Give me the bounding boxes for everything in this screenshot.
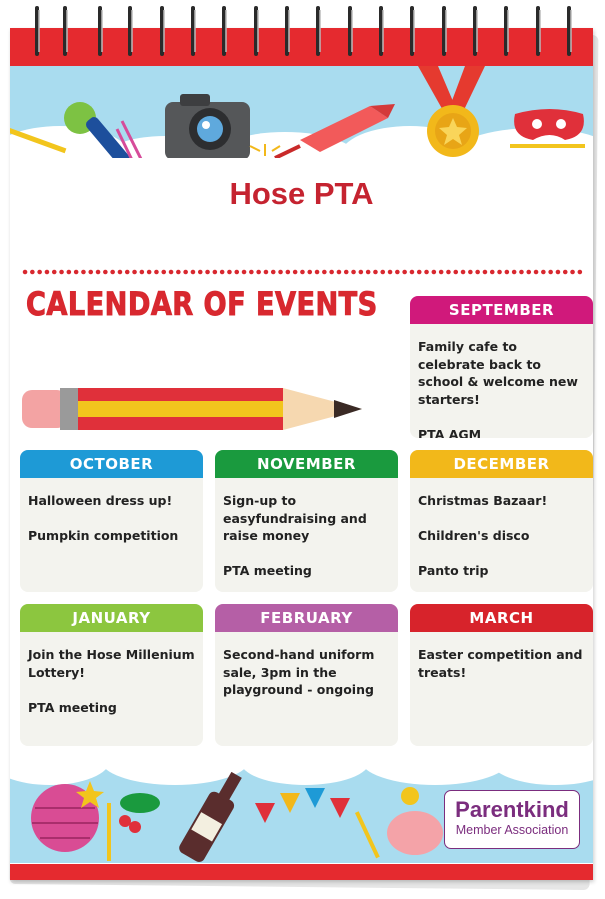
month-card-january <box>20 604 203 746</box>
event-item: PTA meeting <box>223 563 312 578</box>
celebration-icons <box>10 66 593 158</box>
pencil-illustration <box>22 382 367 434</box>
month-header: DECEMBER <box>410 450 593 478</box>
month-header: NOVEMBER <box>215 450 398 478</box>
sparkle-icon <box>250 144 280 156</box>
small-pencil-icon <box>10 128 66 153</box>
pencil-icon <box>355 811 380 858</box>
month-header: SEPTEMBER <box>410 296 593 324</box>
header-illustration <box>10 66 593 158</box>
month-header: OCTOBER <box>20 450 203 478</box>
event-item: Panto trip <box>418 563 489 578</box>
carnival-mask-icon <box>514 109 584 140</box>
month-card-september <box>410 296 593 438</box>
event-item: Family cafe to celebrate back to school & welcome new starters! <box>418 339 578 407</box>
camera-icon <box>165 94 250 158</box>
month-card-november <box>215 450 398 592</box>
parentkind-logo <box>444 790 580 849</box>
month-card-february <box>215 604 398 746</box>
month-header: MARCH <box>410 604 593 632</box>
month-card-december <box>410 450 593 592</box>
event-item: PTA meeting <box>28 699 117 715</box>
event-item: Christmas Bazaar! <box>418 493 548 508</box>
logo-subtitle: Member Association <box>455 823 569 837</box>
logo-name: Parentkind <box>455 797 569 822</box>
spiral-binding <box>0 0 605 60</box>
event-item: Second-hand uniform sale, 3pm in the playground - ongoing <box>223 647 375 697</box>
piggy-bank-icon <box>387 787 443 855</box>
month-header: JANUARY <box>20 604 203 632</box>
event-item: Halloween dress up! <box>28 493 173 508</box>
pencil-icon <box>107 803 111 861</box>
event-item: Sign-up to easyfundraising and raise money <box>223 493 367 543</box>
event-item: Pumpkin competition <box>28 528 179 543</box>
month-card-march <box>410 604 593 746</box>
event-item: PTA AGM <box>418 426 482 438</box>
firework-rocket-icon <box>275 104 395 158</box>
microphone-icon <box>64 102 132 158</box>
bunting-icon <box>255 788 350 823</box>
medal-icon <box>418 66 485 157</box>
month-header: FEBRUARY <box>215 604 398 632</box>
page-title: Hose PTA <box>229 176 374 211</box>
pencil-icon <box>510 144 585 148</box>
calendar-heading: CALENDAR OF EVENTS <box>26 285 378 323</box>
event-item: Children's disco <box>418 528 530 543</box>
holly-icon <box>119 793 160 833</box>
wine-bottle-icon <box>177 768 249 863</box>
dotted-divider <box>22 268 583 276</box>
event-item: Easter competition and treats! <box>418 647 583 680</box>
bottom-bar <box>10 864 593 880</box>
month-card-october <box>20 450 203 592</box>
event-item: Join the Hose Millenium Lottery! <box>28 647 195 680</box>
